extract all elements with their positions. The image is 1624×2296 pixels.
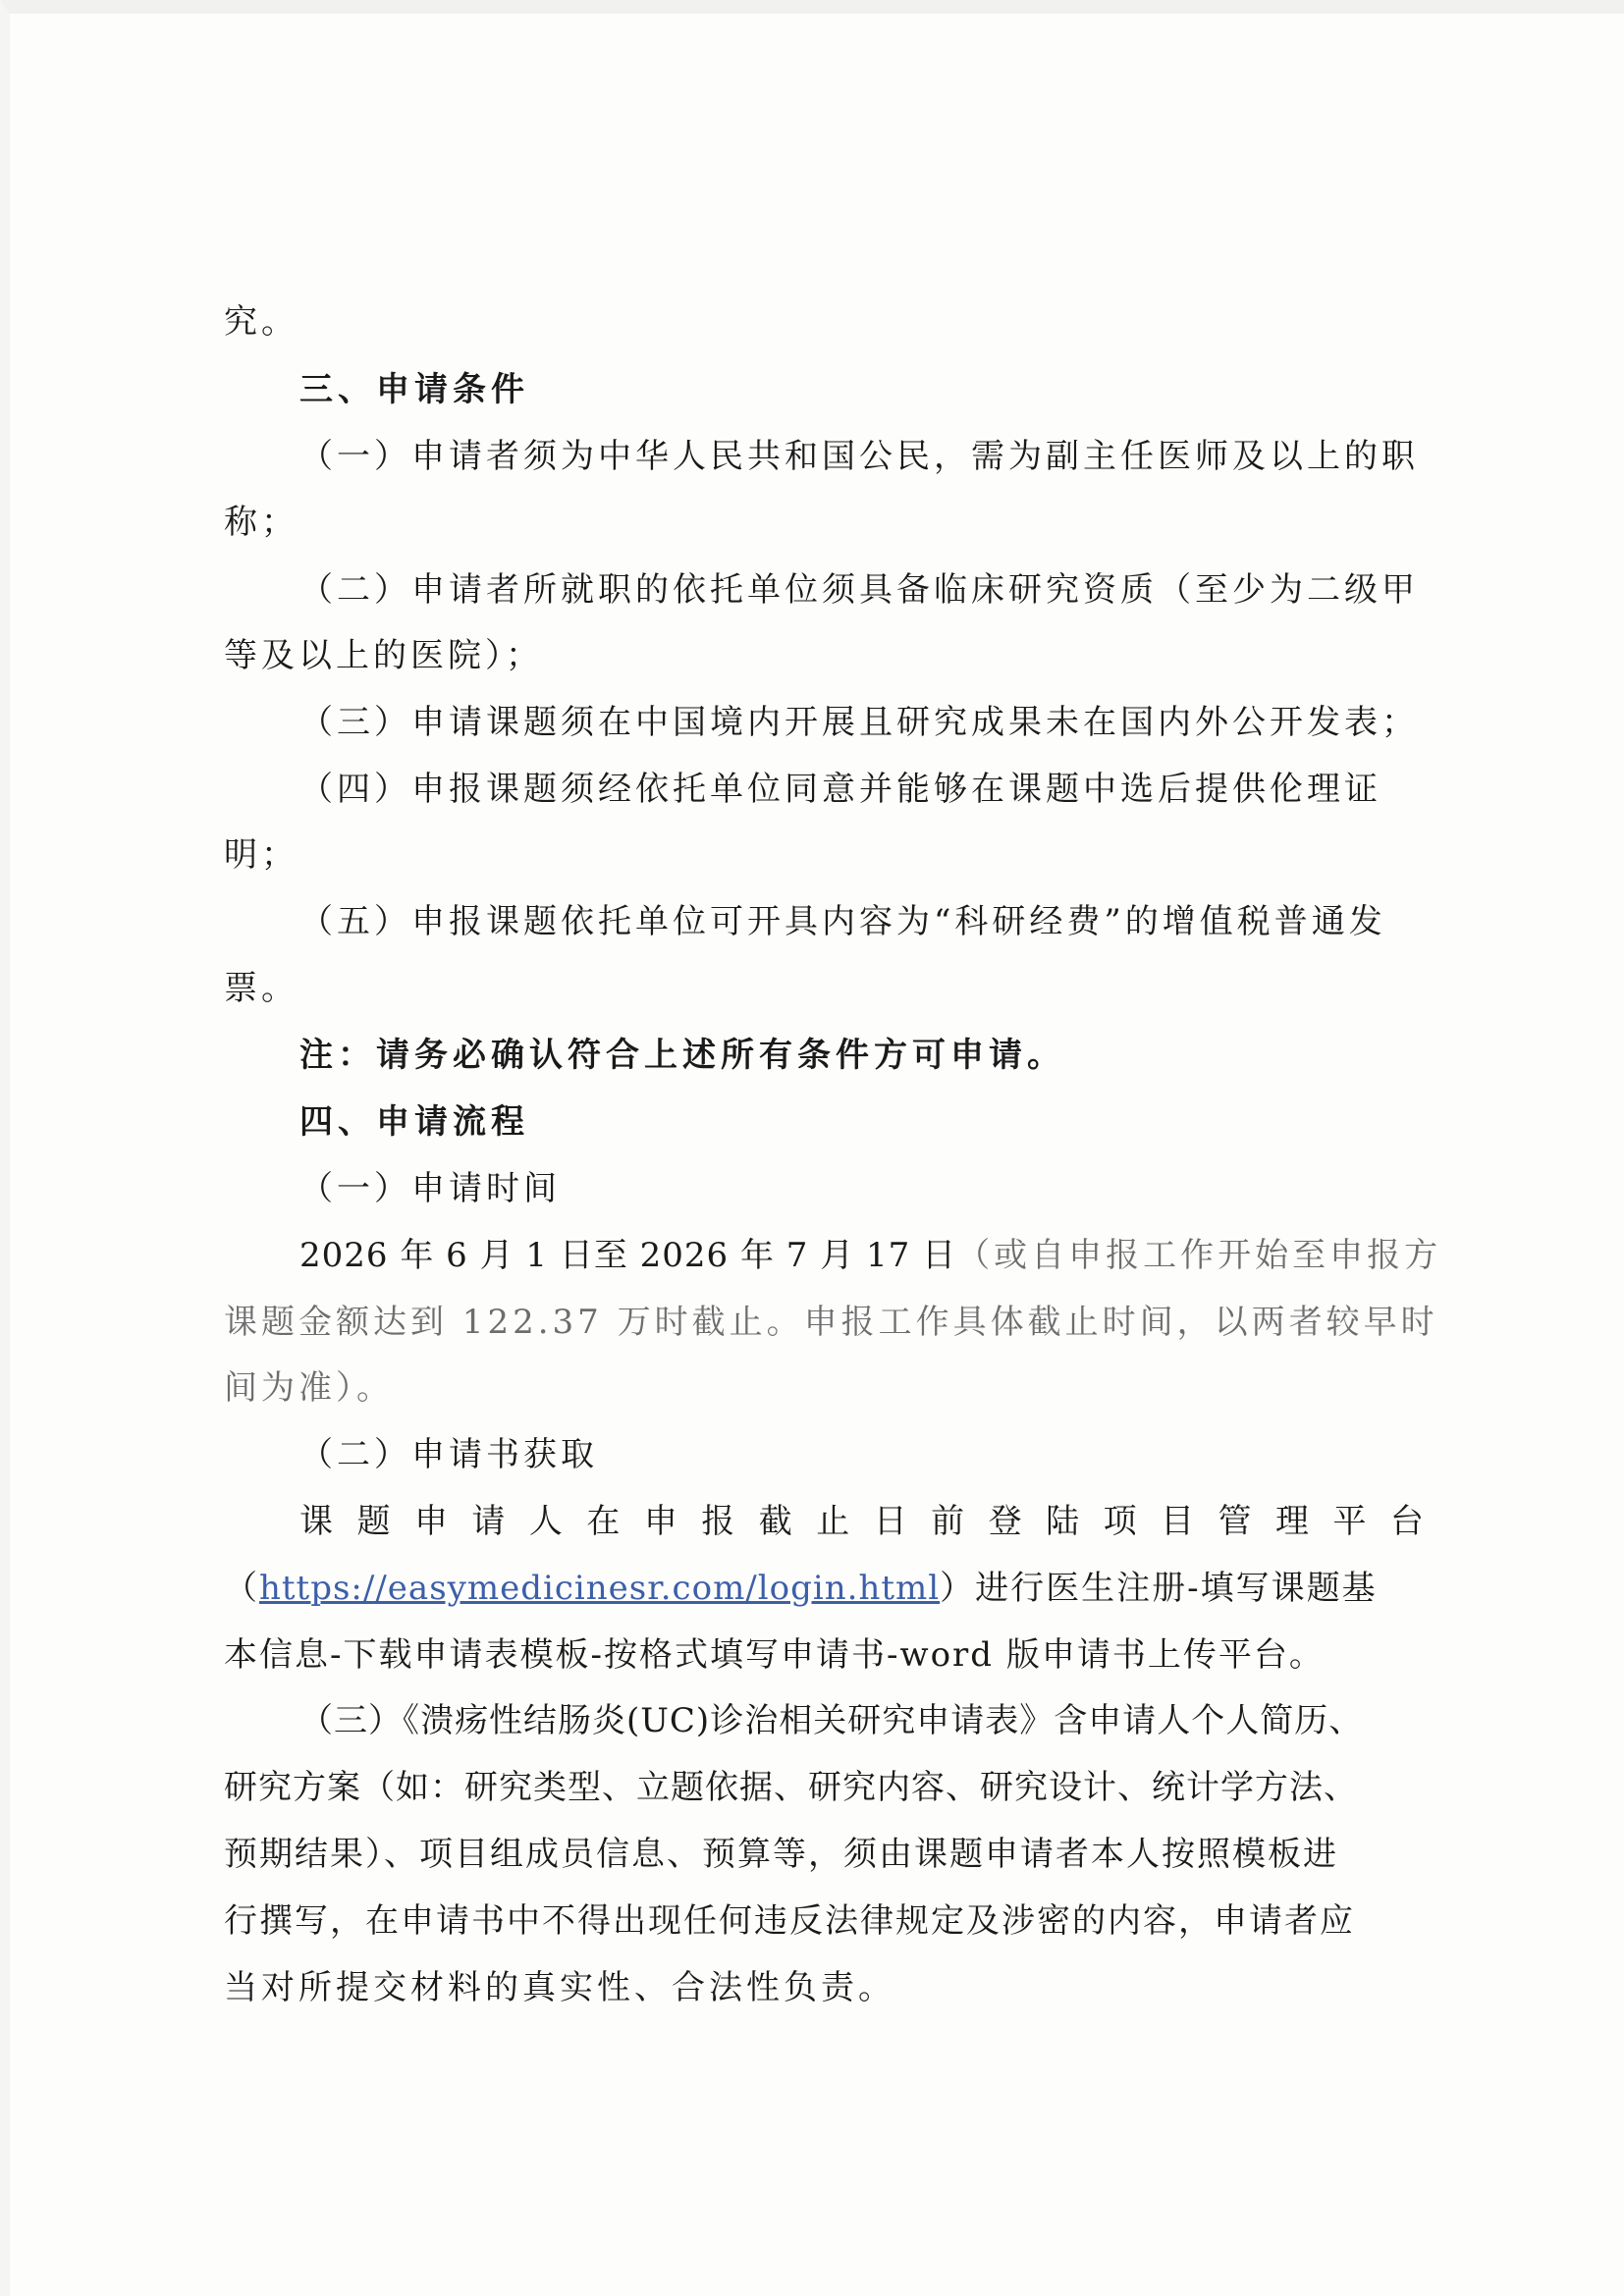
acquisition-char: 止 bbox=[816, 1502, 850, 1541]
text-line-1: 究。 bbox=[224, 302, 298, 342]
acquisition-char: 前 bbox=[931, 1502, 965, 1541]
acquisition-char: 截 bbox=[758, 1502, 792, 1541]
application-time-cont: 课题金额达到 122.37 万时截止。申报工作具体截止时间，以两者较早时 bbox=[224, 1303, 1438, 1342]
acquisition-char: 日 bbox=[873, 1502, 907, 1541]
acquisition-char: 管 bbox=[1218, 1502, 1252, 1541]
condition-2: （二）申请者所就职的依托单位须具备临床研究资质（至少为二级甲 bbox=[299, 570, 1419, 610]
application-time-line bbox=[299, 1236, 1442, 1275]
note-text: 注：请务必确认符合上述所有条件方可申请。 bbox=[299, 1036, 1065, 1075]
application-dates-note: （或自申报工作开始至申报方 bbox=[956, 1236, 1442, 1275]
acquisition-char: 项 bbox=[1103, 1502, 1137, 1541]
condition-1-cont: 称； bbox=[224, 503, 298, 542]
acquisition-char: 台 bbox=[1389, 1502, 1424, 1541]
form-description: （三）《溃疡性结肠炎(UC)诊治相关研究申请表》含申请人个人简历、 bbox=[299, 1701, 1364, 1740]
acquisition-char: 在 bbox=[586, 1502, 621, 1541]
acquisition-text-cont: ）进行医生注册-填写课题基 bbox=[940, 1569, 1378, 1608]
acquisition-char: 平 bbox=[1332, 1502, 1367, 1541]
acquisition-char: 报 bbox=[701, 1502, 735, 1541]
application-dates: 2026 年 6 月 1 日至 2026 年 7 月 17 日 bbox=[299, 1236, 957, 1275]
acquisition-char: 申 bbox=[413, 1502, 448, 1541]
acquisition-char: 课 bbox=[299, 1502, 333, 1541]
condition-5: （五）申报课题依托单位可开具内容为“科研经费”的增值税普通发 bbox=[299, 902, 1386, 941]
section-heading-3: 三、申请条件 bbox=[299, 370, 529, 409]
condition-1: （一）申请者须为中华人民共和国公民，需为副主任医师及以上的职 bbox=[299, 437, 1419, 476]
acquisition-char: 登 bbox=[988, 1502, 1022, 1541]
acquisition-char: 请 bbox=[471, 1502, 506, 1541]
form-description-cont-4: 当对所提交材料的真实性、合法性负责。 bbox=[224, 1968, 895, 2007]
acquisition-text-cont-2: 本信息-下载申请表模板-按格式填写申请书-word 版申请书上传平台。 bbox=[224, 1635, 1325, 1675]
paren-open: （ bbox=[224, 1569, 259, 1608]
acquisition-text bbox=[299, 1502, 1424, 1541]
condition-2-cont: 等及以上的医院）； bbox=[224, 636, 543, 675]
condition-3: （三）申请课题须在中国境内开展且研究成果未在国内外公开发表； bbox=[299, 703, 1419, 742]
acquisition-link-line bbox=[224, 1569, 1424, 1608]
platform-link[interactable]: https://easymedicinesr.com/login.html bbox=[259, 1569, 941, 1608]
acquisition-char: 目 bbox=[1161, 1502, 1195, 1541]
condition-4-cont: 明； bbox=[224, 835, 298, 875]
subheading-form-acquisition: （二）申请书获取 bbox=[299, 1435, 598, 1474]
condition-4: （四）申报课题须经依托单位同意并能够在课题中选后提供伦理证 bbox=[299, 770, 1381, 809]
condition-5-cont: 票。 bbox=[224, 969, 298, 1008]
acquisition-char: 人 bbox=[528, 1502, 563, 1541]
form-description-cont-2: 预期结果）、项目组成员信息、预算等，须由课题申请者本人按照模板进 bbox=[224, 1835, 1338, 1874]
form-description-cont-3: 行撰写，在申请书中不得出现任何违反法律规定及涉密的内容，申请者应 bbox=[224, 1901, 1355, 1941]
acquisition-char: 理 bbox=[1274, 1502, 1309, 1541]
acquisition-char: 陆 bbox=[1046, 1502, 1080, 1541]
acquisition-char: 申 bbox=[643, 1502, 677, 1541]
form-description-cont-1: 研究方案（如：研究类型、立题依据、研究内容、研究设计、统计学方法、 bbox=[224, 1768, 1358, 1807]
acquisition-char: 题 bbox=[356, 1502, 391, 1541]
application-time-cont-2: 间为准）。 bbox=[224, 1368, 394, 1408]
subheading-application-time: （一）申请时间 bbox=[299, 1169, 561, 1208]
section-heading-4: 四、申请流程 bbox=[299, 1102, 529, 1142]
